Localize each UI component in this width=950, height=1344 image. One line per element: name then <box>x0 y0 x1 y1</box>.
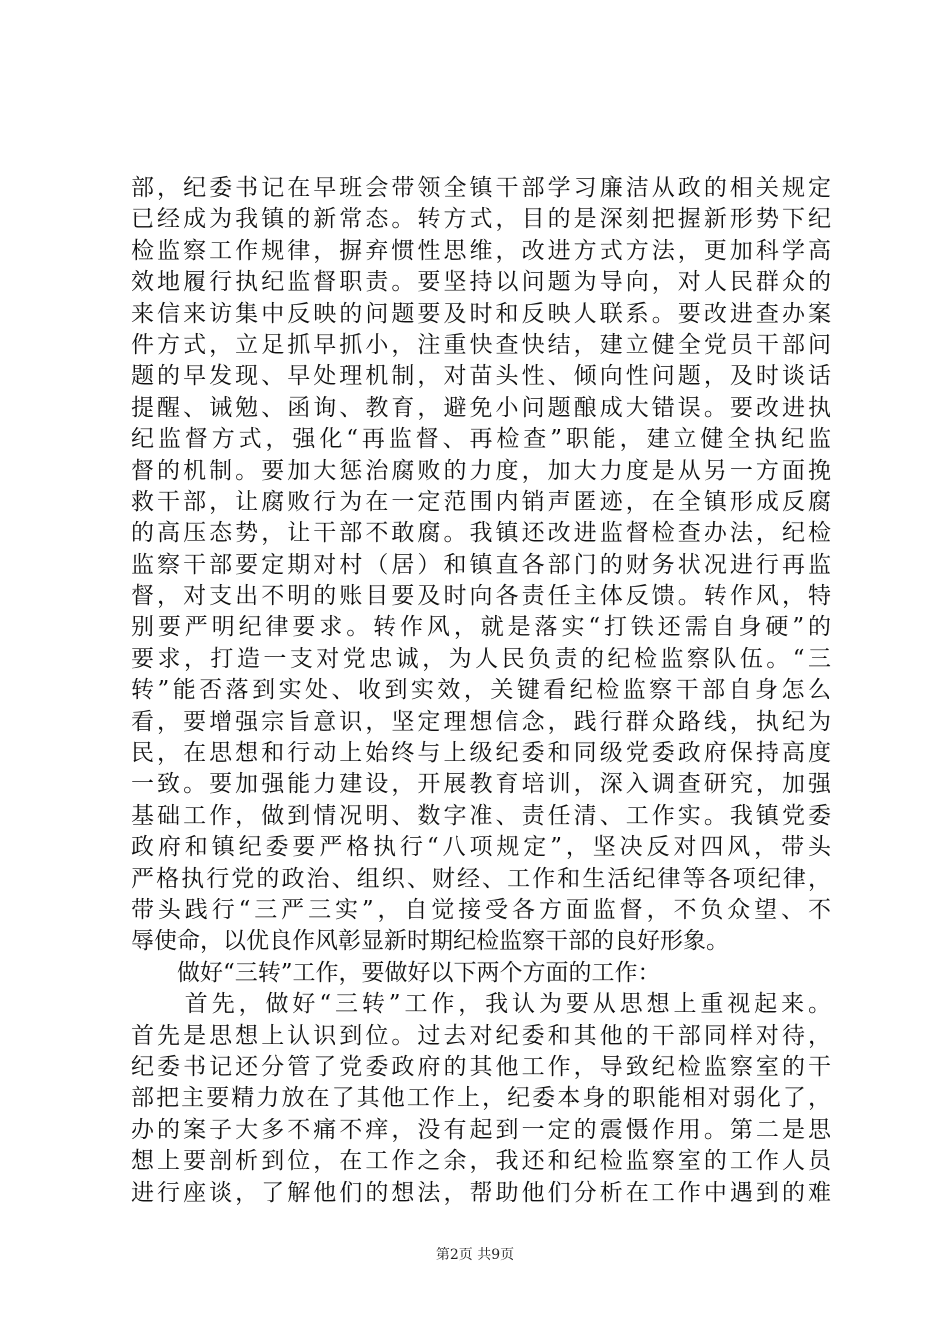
text-line: 纪委书记还分管了党委政府的其他工作，导致纪检监察室的干 <box>131 1053 831 1080</box>
text-line: 监察干部要定期对村（居）和镇直各部门的财务状况进行再监 <box>131 551 831 578</box>
text-line: 的高压态势，让干部不敢腐。我镇还改进监督检查办法，纪检 <box>131 520 831 547</box>
text-line: 检监察工作规律，摒弃惯性思维，改进方式方法，更加科学高 <box>131 237 831 264</box>
text-line: 基础工作，做到情况明、数字准、责任清、工作实。我镇党委 <box>131 802 831 829</box>
text-line: 办的案子大多不痛不痒，没有起到一定的震慑作用。第二是思 <box>131 1116 831 1143</box>
text-line: 看，要增强宗旨意识，坚定理想信念，践行群众路线，执纪为 <box>131 708 831 735</box>
text-line: 来信来访集中反映的问题要及时和反映人联系。要改进查办案 <box>131 300 831 327</box>
page-number-label: 第2页 共9页 <box>435 1247 515 1263</box>
text-line: 已经成为我镇的新常态。转方式，目的是深刻把握新形势下纪 <box>131 206 831 233</box>
text-line: 严格执行党的政治、组织、财经、工作和生活纪律等各项纪律， <box>131 865 831 892</box>
text-line: 部，纪委书记在早班会带领全镇干部学习廉洁从政的相关规定 <box>131 175 831 201</box>
text-line: 民，在思想和行动上始终与上级纪委和同级党委政府保持高度 <box>131 740 831 767</box>
text-line: 一致。要加强能力建设，开展教育培训，深入调查研究，加强 <box>131 771 831 798</box>
text-line: 提醒、诫勉、函询、教育，避免小问题酿成大错误。要改进执 <box>131 394 831 421</box>
text-line: 带头践行“三严三实”，自觉接受各方面监督，不负众望、不 <box>131 896 831 923</box>
text-line: 要求，打造一支对党忠诚，为人民负责的纪检监察队伍。“三 <box>131 645 831 672</box>
text-line: 做好“三转”工作，要做好以下两个方面的工作： <box>131 959 661 986</box>
text-line: 督，对支出不明的账目要及时向各责任主体反馈。转作风，特 <box>131 583 831 610</box>
text-line: 题的早发现、早处理机制，对苗头性、倾向性问题，及时谈话 <box>131 363 831 390</box>
text-line: 首先是思想上认识到位。过去对纪委和其他的干部同样对待， <box>131 1022 831 1049</box>
page-footer <box>0 1244 950 1264</box>
text-line: 部把主要精力放在了其他工作上，纪委本身的职能相对弱化了， <box>131 1085 831 1112</box>
text-line: 辱使命，以优良作风彰显新时期纪检监察干部的良好形象。 <box>131 928 729 955</box>
text-line: 件方式，立足抓早抓小，注重快查快结，建立健全党员干部问 <box>131 331 831 358</box>
text-line: 督的机制。要加大惩治腐败的力度，加大力度是从另一方面挽 <box>131 457 831 484</box>
text-line: 救干部，让腐败行为在一定范围内销声匿迹，在全镇形成反腐 <box>131 488 831 515</box>
text-line: 效地履行执纪监督职责。要坚持以问题为导向，对人民群众的 <box>131 269 831 296</box>
body-text <box>131 173 831 1209</box>
text-line: 首先，做好“三转”工作，我认为要从思想上重视起来。 <box>131 991 831 1018</box>
text-line: 转”能否落到实处、收到实效，关键看纪检监察干部自身怎么 <box>131 677 831 704</box>
text-line: 纪监督方式，强化“再监督、再检查”职能，建立健全执纪监 <box>131 426 831 453</box>
text-line: 想上要剖析到位，在工作之余，我还和纪检监察室的工作人员 <box>131 1148 831 1175</box>
text-line: 进行座谈，了解他们的想法，帮助他们分析在工作中遇到的难 <box>131 1179 831 1206</box>
text-line: 政府和镇纪委要严格执行“八项规定”，坚决反对四风，带头 <box>131 834 831 861</box>
text-line: 别要严明纪律要求。转作风，就是落实“打铁还需自身硬”的 <box>131 614 831 641</box>
